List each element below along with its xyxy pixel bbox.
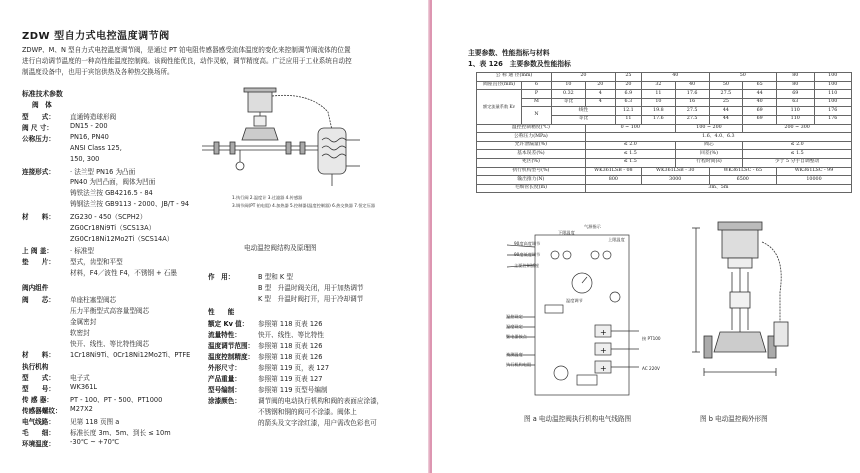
perf-label: 外形尺寸： <box>208 364 241 372</box>
spec-value: M27X2 <box>70 405 93 413</box>
table-cell: 176 <box>814 115 852 124</box>
table-row <box>477 158 852 167</box>
table-cell: 12.1 <box>615 107 641 116</box>
wiring-label: 被测温度 <box>506 352 523 357</box>
function-title: 作 用： <box>208 273 235 281</box>
table-cell: 10000 <box>777 176 852 185</box>
spec-value: 150, 300 <box>70 155 100 163</box>
table-cell: 允许泄漏量(%) <box>477 141 586 150</box>
sensor-probe-shape <box>774 322 788 346</box>
function-line: B 型和 K 型 <box>258 273 293 281</box>
wiring-label: 下限温度 <box>558 230 575 235</box>
table-cell: 0.32 <box>552 90 586 99</box>
table-row <box>477 167 852 176</box>
function-line: K 型 升温时阀打开，用于冷却调节 <box>258 295 364 303</box>
spec-value: 见第 118 页图 a <box>70 418 120 426</box>
perf-label: 产品重量： <box>208 375 241 383</box>
table-cell: 公 称 通 径(mm) <box>477 73 552 82</box>
perf-label: 流量特性： <box>208 331 241 339</box>
intro-line-1: ZDWP、M、N 型自力式电控温度调节阀，是通过 PT 铂电阻传感器感受流体温度的变化来控制调节阀流体的位置 <box>22 46 351 54</box>
spec-value: 1Cr18Ni9Ti、0Cr18Ni12Mo2Ti、PTFE <box>70 351 191 359</box>
spec-value: 材料，F4／波性 F4，不锈钢 + 石墨 <box>70 269 177 277</box>
table-cell: 65 <box>743 81 777 90</box>
table-cell: 69 <box>743 115 777 124</box>
wiring-label: 执行机构电阻 <box>506 362 532 367</box>
spec-value: PN16, PN40 <box>70 133 109 141</box>
table-cell: 27.5 <box>675 107 709 116</box>
valve-body-shape <box>242 128 278 140</box>
table-cell: 阀芯 <box>675 141 743 150</box>
table-cell: 10 <box>552 81 586 90</box>
spec-label: 材 料： <box>22 213 55 221</box>
heat-exchanger-shape <box>318 128 346 174</box>
table-row <box>477 107 852 116</box>
spec-value: · 法兰型 PN16 为凸面 <box>70 168 136 176</box>
table-title: 1、表 126 主要参数及性能指标 <box>468 60 571 68</box>
perf-label: 额定 Kv 值： <box>208 320 249 328</box>
table-cell: 100 ~ 200 <box>675 124 743 133</box>
table-cell: 阀座直径(mm) <box>477 81 522 90</box>
wiring-label: 上限温度 <box>608 237 625 242</box>
table-cell: WK361LSB - 08 <box>585 167 641 176</box>
wiring-label: 继电器接点 <box>506 334 527 339</box>
table-cell: 80 <box>777 73 815 82</box>
table-cell: 110 <box>777 107 815 116</box>
control-box-shape <box>535 235 629 395</box>
perf-title: 性 能 <box>208 308 235 316</box>
table-cell: 63 <box>777 98 815 107</box>
valve-outline-drawing <box>690 212 800 402</box>
perf-value: 不锈钢和铜的阀可不涂漆。阀体上 <box>258 408 357 416</box>
table-cell: P <box>522 90 552 99</box>
spec-label: 连接形式： <box>22 168 55 176</box>
table-cell: 等比 <box>552 115 616 124</box>
table-cell: 10 <box>642 98 676 107</box>
spec-value: WK361L <box>70 383 98 391</box>
table-cell: 3m、5m <box>585 184 851 193</box>
table-cell: 40 <box>675 81 709 90</box>
table-cell: 69 <box>743 107 777 116</box>
terminal-plus-mark: + <box>600 346 607 355</box>
spec-value: 铸铁法兰按 GB4216.5 - 84 <box>70 189 153 197</box>
table-cell: 6 <box>522 81 552 90</box>
spec-value: -30℃ ~ +70℃ <box>70 438 120 446</box>
spec-label: 型 式： <box>22 374 55 382</box>
perf-value: 参照第 119 页型号编制 <box>258 386 328 394</box>
table-cell: 800 <box>585 176 641 185</box>
std-params-title: 标准技术参数 <box>22 90 63 98</box>
perf-label: 温度调节范围： <box>208 342 255 350</box>
valve-body-title: 阀 体 <box>32 101 52 109</box>
table-cell: 27.5 <box>675 115 709 124</box>
figure-b-caption: 图 b 电动温控阀外形图 <box>700 415 768 423</box>
table-cell: WK361LSC - 65 <box>709 167 777 176</box>
table-cell: 69 <box>777 90 815 99</box>
table-cell: 线性 <box>552 107 616 116</box>
table-cell: 死区(%) <box>477 158 586 167</box>
table-cell: 20 <box>585 81 615 90</box>
perf-label: 温度控制精度： <box>208 353 255 361</box>
table-cell: N <box>522 107 552 124</box>
table-cell: 16 <box>675 98 709 107</box>
table-cell: 20 <box>552 73 616 82</box>
terminal-plus-mark: + <box>600 364 607 373</box>
table-row <box>477 81 852 90</box>
perf-value: 调节阀的电动执行机构和阀的表面应涂漆， <box>258 397 384 405</box>
table-cell: 100 <box>814 81 852 90</box>
perf-value: 参照第 118 页表 126 <box>258 353 323 361</box>
spec-value: ZG0Cr18Ni12Mo2Ti（SCS14A） <box>70 235 174 243</box>
table-cell: 40 <box>743 98 777 107</box>
terminal-label: AC 220V <box>642 366 660 371</box>
wiring-label: 主要控制插座 <box>514 263 540 268</box>
spec-label: 材 料： <box>22 351 55 359</box>
figure-a-caption: 图 a 电动温控阀执行机构电气线路图 <box>524 415 632 423</box>
table-row <box>477 98 852 107</box>
spec-label: 阀 尺 寸： <box>22 124 53 132</box>
table-cell: 25 <box>615 73 641 82</box>
perf-value: 的箭头及文字涂红漆，用户需改色彩也可 <box>258 419 377 427</box>
function-line: B 型 升温时阀关闭，用于加热调节 <box>258 284 364 292</box>
table-cell: 110 <box>777 115 815 124</box>
diagram-legend-2: 3.调节阀(PT 铂电阻) 4.加热器 5.控制器(温度控制器) 6.热交换器 7.恒定压器 <box>232 203 375 208</box>
table-cell: 输出推力(N) <box>477 176 586 185</box>
table-cell: 额定流量系数 Kv <box>477 90 522 124</box>
intro-line-3: 制温度设备中，也用于宾馆供热及各种热交换场所。 <box>22 68 174 76</box>
table-cell: 基本误差(%) <box>477 150 586 159</box>
table-cell: 17.6 <box>642 115 676 124</box>
spec-value: · 标准型 <box>70 247 94 255</box>
table-row <box>477 141 852 150</box>
table-cell: 100 <box>814 73 852 82</box>
table-row <box>477 184 852 193</box>
table-row <box>477 90 852 99</box>
spec-value: PN40 为凹凸面，阀体为凹面 <box>70 178 156 186</box>
table-cell: 4 <box>585 98 615 107</box>
table-cell: ≤ 2.0 <box>585 141 675 150</box>
spec-value: 软密封 <box>70 329 90 337</box>
table-cell: WK361LSB - 30 <box>642 167 710 176</box>
table-row <box>477 133 852 142</box>
indicator-lamp-shape <box>551 251 559 259</box>
valve-body-outline-shape <box>714 332 766 352</box>
table-cell: 50 <box>709 81 743 90</box>
perf-value: 参照第 119 页，表 127 <box>258 364 330 372</box>
spec-label: 传感器螺纹： <box>22 407 62 415</box>
table-cell: ≤ 1.5 <box>585 150 675 159</box>
table-cell: ≤ 1.5 <box>743 150 852 159</box>
wiring-label: 温控设定 <box>506 314 523 319</box>
table-cell: 200 ~ 300 <box>743 124 852 133</box>
perf-label: 型号编制： <box>208 386 241 394</box>
actuator-top-shape <box>722 228 758 258</box>
wiring-label: 温度设定 <box>506 324 523 329</box>
table-cell: 回差(%) <box>675 150 743 159</box>
table-cell: 19.8 <box>642 107 676 116</box>
perf-value: 快开、线性、等比特性 <box>258 331 324 339</box>
table-cell: 6.9 <box>615 90 641 99</box>
perf-value: 参照第 118 页表 126 <box>258 320 323 328</box>
table-row <box>477 176 852 185</box>
spec-label: 公称压力： <box>22 135 55 143</box>
section-title: 主要参数、性能指标与材料 <box>468 49 550 57</box>
spec-value: ZG230 - 450（SCPH2） <box>70 213 147 221</box>
spec-label: 环境温度： <box>22 440 55 448</box>
terminal-plus-mark: + <box>600 328 607 337</box>
table-cell: 44 <box>743 90 777 99</box>
valve-system-diagram <box>200 82 370 200</box>
table-cell: 80 <box>777 81 815 90</box>
spec-value: PT - 100、PT - 500、PT1000 <box>70 396 163 404</box>
table-cell: 等比 <box>552 98 586 107</box>
table-cell: 公称压力(MPa) <box>477 133 586 142</box>
perf-value: 参照第 118 页表 126 <box>258 342 323 350</box>
spec-value: 直通铸造球形阀 <box>70 113 117 121</box>
table-cell: 毛细管长度(m) <box>477 184 586 193</box>
table-cell: 25 <box>709 98 743 107</box>
table-cell: 27.5 <box>709 90 743 99</box>
table-cell: 20 <box>615 81 641 90</box>
table-cell: 0 ~ 100 <box>585 124 675 133</box>
spec-value: 型式，齿型和平型 <box>70 258 123 266</box>
table-cell: 温控控制精度(℃) <box>477 124 586 133</box>
page-title: ZDW 型自力式电控温度调节阀 <box>22 31 170 42</box>
table-cell: 50 <box>709 73 777 82</box>
table-cell: 3000 <box>642 176 710 185</box>
diagram-legend-1: 1.执行阀 2.温度计 3.过滤器 4.传感器 <box>232 195 303 200</box>
table-cell: 32 <box>642 81 676 90</box>
table-cell: ≤ 1.5 <box>585 158 675 167</box>
table-row <box>477 73 852 82</box>
trim-title: 阀内组件 <box>22 284 49 292</box>
spec-value: ZG0Cr18Ni9Ti（SCS13A） <box>70 224 156 232</box>
spec-label: 垫 片： <box>22 258 55 266</box>
spec-value: 快开、线性、等比特性阀芯 <box>70 340 150 348</box>
spec-label: 阀 芯： <box>22 296 55 304</box>
table-row <box>477 124 852 133</box>
perf-label: 涂漆颜色： <box>208 397 241 405</box>
table-cell: 100 <box>814 98 852 107</box>
spec-label: 毛 细： <box>22 429 55 437</box>
spec-label: 电气线路： <box>22 418 55 426</box>
table-cell: 44 <box>709 115 743 124</box>
table-cell: 11 <box>642 90 676 99</box>
table-cell: 4 <box>585 90 615 99</box>
spec-label: 传 感 器： <box>22 396 53 404</box>
spec-value: 金属密封 <box>70 318 97 326</box>
spec-value: 标准长度 3m、5m、到长 ≤ 10m <box>70 429 171 437</box>
wiring-label: 90度高度调节 <box>514 241 541 246</box>
spec-label: 型 式： <box>22 113 55 121</box>
spec-value: 单座柱塞型阀芯 <box>70 296 117 304</box>
spec-value: DN15 - 200 <box>70 122 108 130</box>
spec-label: 型 号： <box>22 385 55 393</box>
spec-value: 铸钢法兰按 GB9113 - 2000、JB/T - 94 <box>70 200 190 208</box>
table-cell: 176 <box>814 107 852 116</box>
table-cell: 6500 <box>709 176 777 185</box>
table-cell: ≤ 2.0 <box>743 141 852 150</box>
actuator-title: 执行机构 <box>22 363 49 371</box>
table-cell: 17.6 <box>675 90 709 99</box>
table-row <box>477 150 852 159</box>
table-cell: 44 <box>709 107 743 116</box>
table-cell: 执行机构型号(%) <box>477 167 586 176</box>
spec-value: 电子式 <box>70 374 90 382</box>
spec-value: 压力平衡型式高容量型阀芯 <box>70 307 150 315</box>
spec-label: 上 阀 盖： <box>22 247 53 255</box>
table-cell: 6.3 <box>615 98 641 107</box>
table-cell: 行程时间(s) <box>675 158 743 167</box>
table-cell: WK361LSC - 99 <box>777 167 852 176</box>
table-cell: 110 <box>814 90 852 99</box>
table-cell: 1.6、4.0、6.3 <box>585 133 851 142</box>
table-cell: 40 <box>642 73 710 82</box>
terminal-label: 接 PT100 <box>642 336 661 341</box>
spec-value: ANSI Class 125, <box>70 144 122 152</box>
diagram-caption: 电动温控阀结构及原理图 <box>244 244 317 252</box>
intro-line-2: 进行自动调节温度的一种高性能温度控制阀。该阀性能优良，动作灵敏，调节精度高。广泛应用于工业系统自动控 <box>22 57 352 65</box>
table-cell: M <box>522 98 552 107</box>
spec-table <box>476 72 852 193</box>
actuator-housing-shape <box>248 90 272 112</box>
perf-value: 参照第 119 页表 127 <box>258 375 323 383</box>
table-cell: 11 <box>615 115 641 124</box>
wiring-label: 气源指示 <box>584 224 601 229</box>
wiring-label: 90度低度调节 <box>514 252 541 257</box>
wiring-label: 温度调节 <box>566 298 583 303</box>
table-cell: 少于 5 分手自调整动 <box>743 158 852 167</box>
